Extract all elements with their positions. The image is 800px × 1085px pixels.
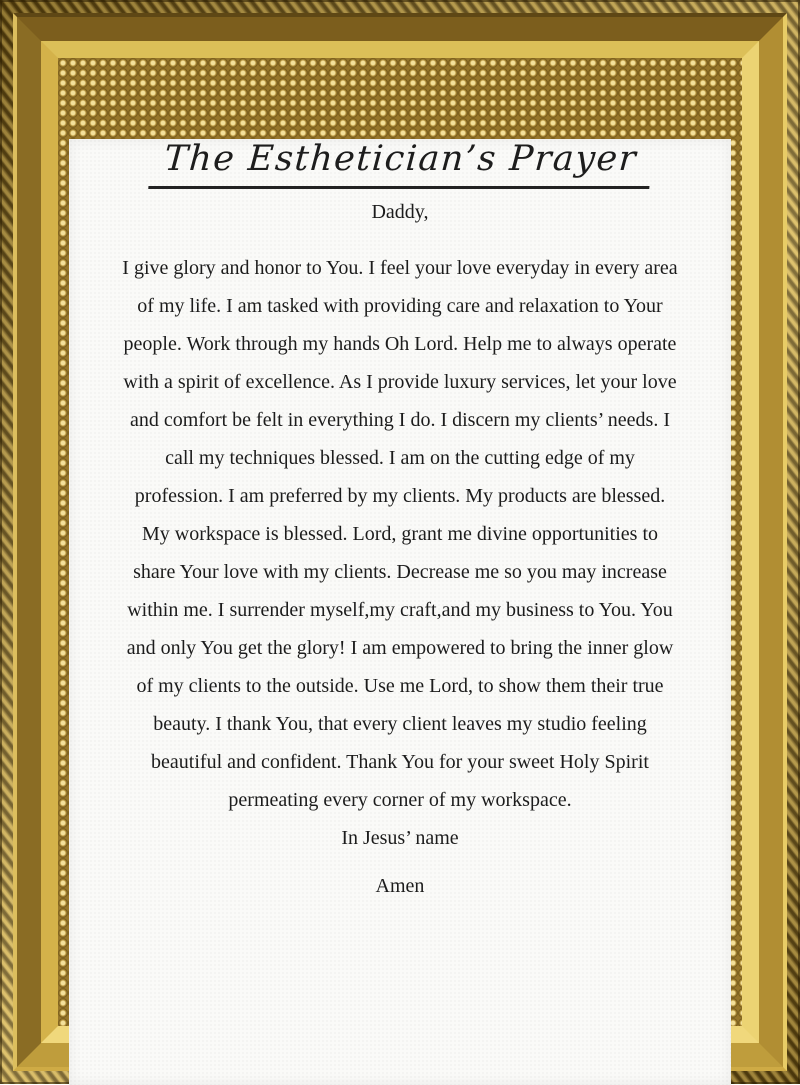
prayer-line: beauty. I thank You, that every client leaves my studio feeling [153, 713, 647, 735]
prayer-text-block [99, 193, 701, 905]
prayer-line: within me. I surrender myself,my craft,and my business to You. You [127, 599, 673, 621]
prayer-line: beautiful and confident. Thank You for your sweet Holy Spirit [151, 751, 649, 773]
prayer-line: permeating every corner of my workspace. [228, 789, 572, 811]
gold-frame-bevel-border [13, 13, 787, 1071]
prayer-line: My workspace is blessed. Lord, grant me divine opportunities to [141, 523, 658, 545]
prayer-line: of my clients to the outside. Use me Lord, to show them their true [136, 675, 664, 697]
prayer-line: I give glory and honor to You. I feel your love everyday in every area [122, 257, 678, 279]
prayer-line: profession. I am preferred by my clients. My products are blessed. [134, 485, 666, 507]
prayer-line: and only You get the glory! I am empowered to bring the inner glow [126, 637, 674, 659]
gold-frame-scoop-molding [17, 17, 783, 1067]
prayer-title: The Esthetician’s Prayer [148, 139, 652, 189]
gold-frame-beaded-edge [58, 58, 742, 1026]
prayer-line: call my techniques blessed. I am on the cutting edge of my [165, 447, 635, 469]
prayer-line: share Your love with my clients. Decrease me so you may increase [133, 561, 667, 583]
prayer-line: with a spirit of excellence. As I provide luxury services, let your love [123, 371, 677, 393]
prayer-salutation: Daddy, [371, 201, 429, 223]
title-wrap [99, 139, 701, 189]
gold-frame-liner-band [41, 41, 759, 1043]
prayer-body [99, 249, 701, 819]
prayer-closing: In Jesus’ name [341, 827, 459, 849]
prayer-print-paper [69, 139, 731, 1085]
prayer-line: people. Work through my hands Oh Lord. Help me to always operate [123, 333, 677, 355]
prayer-amen: Amen [375, 875, 425, 897]
prayer-line: and comfort be felt in everything I do. I discern my clients’ needs. I [129, 409, 670, 431]
prayer-line: of my life. I am tasked with providing care and relaxation to Your [137, 295, 663, 317]
